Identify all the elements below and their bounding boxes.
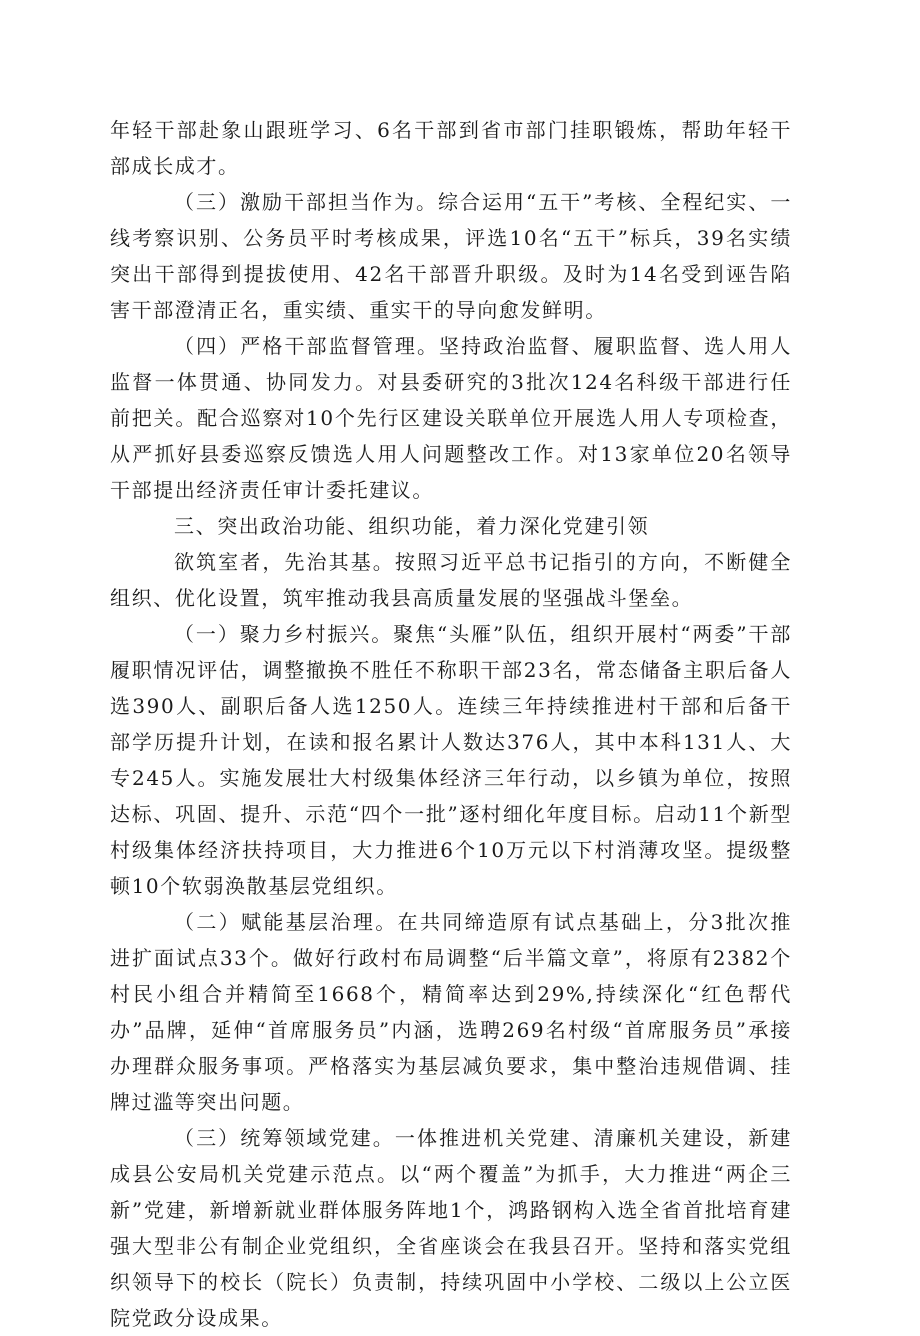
paragraph-rural-revitalization: （一）聚力乡村振兴。聚焦“头雁”队伍，组织开展村“两委”干部履职情况评估，调整撤换不胜任不称职干部23名，常态储备主职后备人选390人、副职后备人选1250人。连续三年持续推进村干部和后备干部学历提升计划，在读和报名累计人数达376人，其中本科131人、大专245人。实施发展壮大村级集体经济三年行动，以乡镇为单位，按照达标、巩固、提升、示范“四个一批”逐村细化年度目标。启动11个新型村级集体经济扶持项目，大力推进6个10万元以下村消薄攻坚。提级整顿10个软弱涣散基层党组织。 — [110, 622, 792, 898]
paragraph-grassroots-governance: （二）赋能基层治理。在共同缔造原有试点基础上，分3批次推进扩面试点33个。做好行政村布局调整“后半篇文章”，将原有2382个村民小组合并精简至1668个，精简率达到29%,持续深化“红色帮代办”品牌，延伸“首席服务员”内涵，选聘269名村级“首席服务员”承接办理群众服务事项。严格落实为基层减负要求，集中整治违规借调、挂牌过滥等突出问题。 — [110, 910, 792, 1114]
paragraph-section-intro: 欲筑室者，先治其基。按照习近平总书记指引的方向，不断健全组织、优化设置，筑牢推动我县高质量发展的坚强战斗堡垒。 — [110, 550, 792, 610]
document-page — [110, 112, 792, 1336]
paragraph-cadre-supervision: （四）严格干部监督管理。坚持政治监督、履职监督、选人用人监督一体贯通、协同发力。对县委研究的3批次124名科级干部进行任前把关。配合巡察对10个先行区建设关联单位开展选人用人专项检查，从严抓好县委巡察反馈选人用人问题整改工作。对13家单位20名领导干部提出经济责任审计委托建议。 — [110, 334, 792, 502]
paragraph-incentive-cadres: （三）激励干部担当作为。综合运用“五干”考核、全程纪实、一线考察识别、公务员平时考核成果，评选10名“五干”标兵，39名实绩突出干部得到提拔使用、42名干部晋升职级。及时为14名受到诬告陷害干部澄清正名，重实绩、重实干的导向愈发鲜明。 — [110, 190, 792, 322]
paragraph-domain-party-building: （三）统筹领域党建。一体推进机关党建、清廉机关建设，新建成县公安局机关党建示范点。以“两个覆盖”为抓手，大力推进“两企三新”党建，新增新就业群体服务阵地1个，鸿路钢构入选全省首批培育建强大型非公有制企业党组织，全省座谈会在我县召开。坚持和落实党组织领导下的校长（院长）负责制，持续巩固中小学校、二级以上公立医院党政分设成果。 — [110, 1126, 792, 1330]
section-heading-party-building: 三、突出政治功能、组织功能，着力深化党建引领 — [174, 514, 650, 538]
paragraph-continued: 年轻干部赴象山跟班学习、6名干部到省市部门挂职锻炼，帮助年轻干部成长成才。 — [110, 118, 792, 178]
